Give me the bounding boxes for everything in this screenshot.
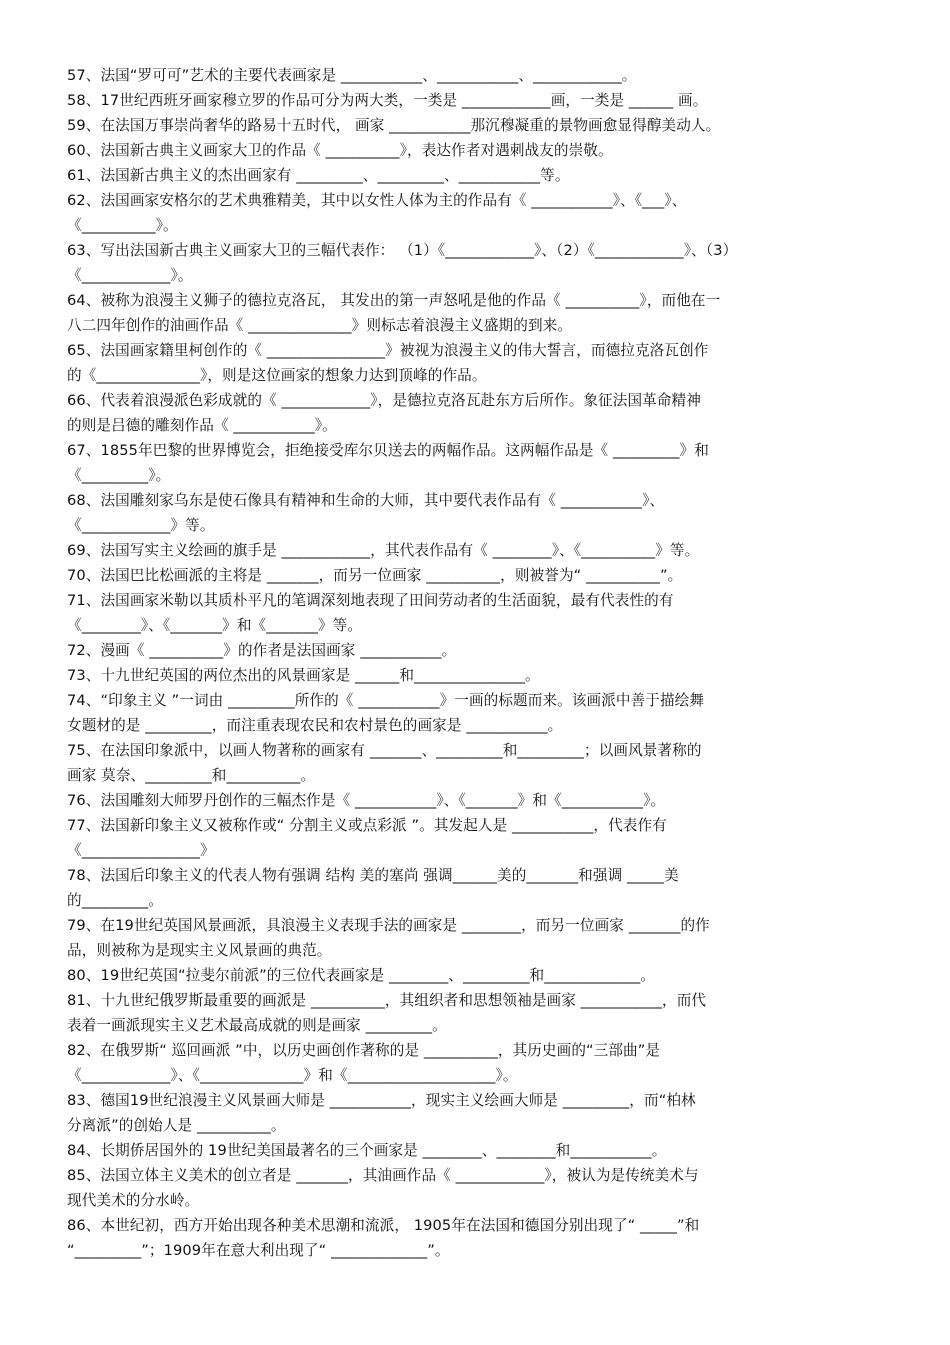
question-line: 69、法国写实主义绘画的旗手是 ____________，其代表作品有《 ________》、《__________》等。 [67, 542, 700, 559]
question-line: 68、法国雕刻家乌东是使石像具有精神和生命的大师，其中要代表作品有《 ___________》、 [67, 492, 665, 509]
question-line: 81、十九世纪俄罗斯最重要的画派是 __________，其组织者和思想领袖是画家 ___________，而代 [67, 992, 707, 1009]
question-line: 86、本世纪初，西方开始出现各种美术思潮和流派， 1905年在法国和德国分别出现了“ _____”和 [67, 1217, 700, 1234]
question-line: 《________________》 [67, 842, 215, 859]
question-line: 现代美术的分水岭。 [67, 1192, 200, 1209]
question-line: 85、法国立体主义美术的创立者是 _______，其油画作品《 ____________》，被认为是传统美术与 [67, 1167, 699, 1184]
question-line: 《____________》等。 [67, 517, 215, 534]
question-line: 画家 莫奈、_________和__________。 [67, 767, 316, 784]
question-line: “_________”；1909年在意大利出现了“ _____________”。 [67, 1242, 450, 1259]
question-line: 74、“印象主义 ”一词由 _________所作的《 ___________》一画的标题而来。该画派中善于描绘舞 [67, 692, 705, 709]
question-line: 78、法国后印象主义的代表人物有强调 结构 美的塞尚 强调______美的_______和强调 _____美 [67, 867, 679, 884]
question-line: 58、17世纪西班牙画家穆立罗的作品可分为两大类，一类是 ____________画，一类是 ______ 画。 [67, 92, 708, 109]
question-line: 73、十九世纪英国的两位杰出的风景画家是 ______和_______________。 [67, 667, 540, 684]
question-line: 63、写出法国新古典主义画家大卫的三幅代表作： （1）《____________》、（2）《____________》、（3） [67, 242, 738, 259]
question-line: 《________》、《_______》和《_______》等。 [67, 617, 363, 634]
question-line: 72、漫画《 __________》的作者是法国画家 ___________。 [67, 642, 457, 659]
question-line: 《_________》。 [67, 467, 171, 484]
question-line: 66、代表着浪漫派色彩成就的《 ____________》，是德拉克洛瓦赴东方后所作。象征法国革命精神 [67, 392, 701, 409]
question-line: 60、法国新古典主义画家大卫的作品《 __________》，表达作者对遇刺战友的崇敬。 [67, 142, 613, 159]
question-line: 女题材的是 _________，而注重表现农民和农村景色的画家是 ___________。 [67, 717, 563, 734]
question-line: 59、在法国万事崇尚奢华的路易十五时代， 画家 ___________那沉穆凝重的景物画愈显得醇美动人。 [67, 117, 721, 134]
question-line: 品，则被称为是现实主义风景画的典范。 [67, 942, 332, 959]
question-line: 75、在法国印象派中，以画人物著称的画家有 _______、_________和_________；以画风景著称的 [67, 742, 702, 759]
question-line: 《__________》。 [67, 217, 178, 234]
question-line: 《____________》。 [67, 267, 193, 284]
question-line: 64、被称为浪漫主义狮子的德拉克洛瓦， 其发出的第一声怒吼是他的作品《 __________》，而他在一 [67, 292, 721, 309]
question-line: 《____________》、《______________》和《____________________》。 [67, 1067, 518, 1084]
question-line: 57、法国“罗可可”艺术的主要代表画家是 ___________、___________、____________。 [67, 67, 637, 84]
question-line: 79、在19世纪英国风景画派，具浪漫主义表现手法的画家是 ________，而另一位画家 _______的作 [67, 917, 710, 934]
question-line: 分离派”的创始人是 __________。 [67, 1117, 286, 1134]
question-line: 67、1855年巴黎的世界博览会，拒绝接受库尔贝送去的两幅作品。这两幅作品是《 _________》和 [67, 442, 709, 459]
question-line: 71、法国画家米勒以其质朴平凡的笔调深刻地表现了田间劳动者的生活面貌，最有代表性的有 [67, 592, 674, 609]
question-line: 83、德国19世纪浪漫主义风景画大师是 ___________，现实主义绘画大师是 _________，而“柏林 [67, 1092, 696, 1109]
question-line: 的则是吕德的雕刻作品《 ___________》。 [67, 417, 337, 434]
question-line: 77、法国新印象主义又被称作或“ 分割主义或点彩派 ”。其发起人是 ___________，代表作有 [67, 817, 667, 834]
question-line: 80、19世纪英国“拉斐尔前派”的三位代表画家是 ________、_________和_____________。 [67, 967, 656, 984]
question-line: 61、法国新古典主义的杰出画家有 _________、_________、___________等。 [67, 167, 570, 184]
question-line: 的《______________》，则是这位画家的想象力达到顶峰的作品。 [67, 367, 487, 384]
question-line: 的_________。 [67, 892, 163, 909]
question-line: 84、长期侨居国外的 19世纪美国最著名的三个画家是 ________、________和___________。 [67, 1142, 667, 1159]
question-line: 八二四年创作的油画作品《 ______________》则标志着浪漫主义盛期的到来。 [67, 317, 573, 334]
question-line: 76、法国雕刻大师罗丹创作的三幅杰作是《 ___________》、《_______》和《___________》。 [67, 792, 666, 809]
question-line: 62、法国画家安格尔的艺术典雅精美，其中以女性人体为主的作品有《 ___________》、《___》、 [67, 192, 687, 209]
question-line: 65、法国画家籍里柯创作的《 ________________》被视为浪漫主义的伟大誓言，而德拉克洛瓦创作 [67, 342, 709, 359]
question-line: 82、在俄罗斯“ 巡回画派 ”中，以历史画创作著称的是 __________，其历史画的“三部曲”是 [67, 1042, 661, 1059]
question-list [67, 63, 887, 1263]
question-line: 表着一画派现实主义艺术最高成就的则是画家 _________。 [67, 1017, 447, 1034]
question-line: 70、法国巴比松画派的主将是 _______，而另一位画家 __________，则被誉为“ __________”。 [67, 567, 683, 584]
